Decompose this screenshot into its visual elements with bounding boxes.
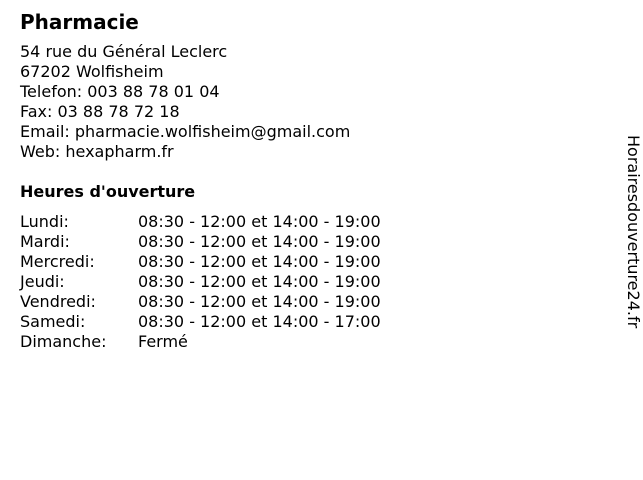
day-label: Mercredi: [20, 252, 95, 271]
site-watermark: Horairesdouverture24.fr [624, 135, 643, 329]
day-hours: 08:30 - 12:00 et 14:00 - 19:00 [138, 272, 381, 291]
day-hours: 08:30 - 12:00 et 14:00 - 19:00 [138, 292, 381, 311]
pharmacy-card [20, 10, 580, 352]
hours-row-tuesday [20, 232, 580, 252]
day-label: Samedi: [20, 312, 86, 331]
day-label: Jeudi: [20, 272, 65, 291]
day-hours: 08:30 - 12:00 et 14:00 - 19:00 [138, 232, 381, 251]
address-city: 67202 Wolfisheim [20, 62, 164, 81]
email-line: Email: pharmacie.wolfisheim@gmail.com [20, 122, 351, 141]
day-label: Vendredi: [20, 292, 96, 311]
opening-hours-table [20, 212, 580, 352]
day-hours: Fermé [138, 332, 188, 351]
day-hours: 08:30 - 12:00 et 14:00 - 19:00 [138, 252, 381, 271]
hours-row-monday [20, 212, 580, 232]
hours-row-thursday [20, 272, 580, 292]
day-hours: 08:30 - 12:00 et 14:00 - 17:00 [138, 312, 381, 331]
phone-line: Telefon: 003 88 78 01 04 [20, 82, 220, 101]
hours-row-wednesday [20, 252, 580, 272]
hours-row-saturday [20, 312, 580, 332]
hours-row-sunday [20, 332, 580, 352]
web-line: Web: hexapharm.fr [20, 142, 174, 161]
address-street: 54 rue du Général Leclerc [20, 42, 228, 61]
opening-hours-heading: Heures d'ouverture [20, 182, 196, 201]
fax-line: Fax: 03 88 78 72 18 [20, 102, 180, 121]
day-hours: 08:30 - 12:00 et 14:00 - 19:00 [138, 212, 381, 231]
day-label: Mardi: [20, 232, 70, 251]
business-name: Pharmacie [20, 10, 139, 34]
day-label: Lundi: [20, 212, 69, 231]
day-label: Dimanche: [20, 332, 107, 351]
hours-row-friday [20, 292, 580, 312]
